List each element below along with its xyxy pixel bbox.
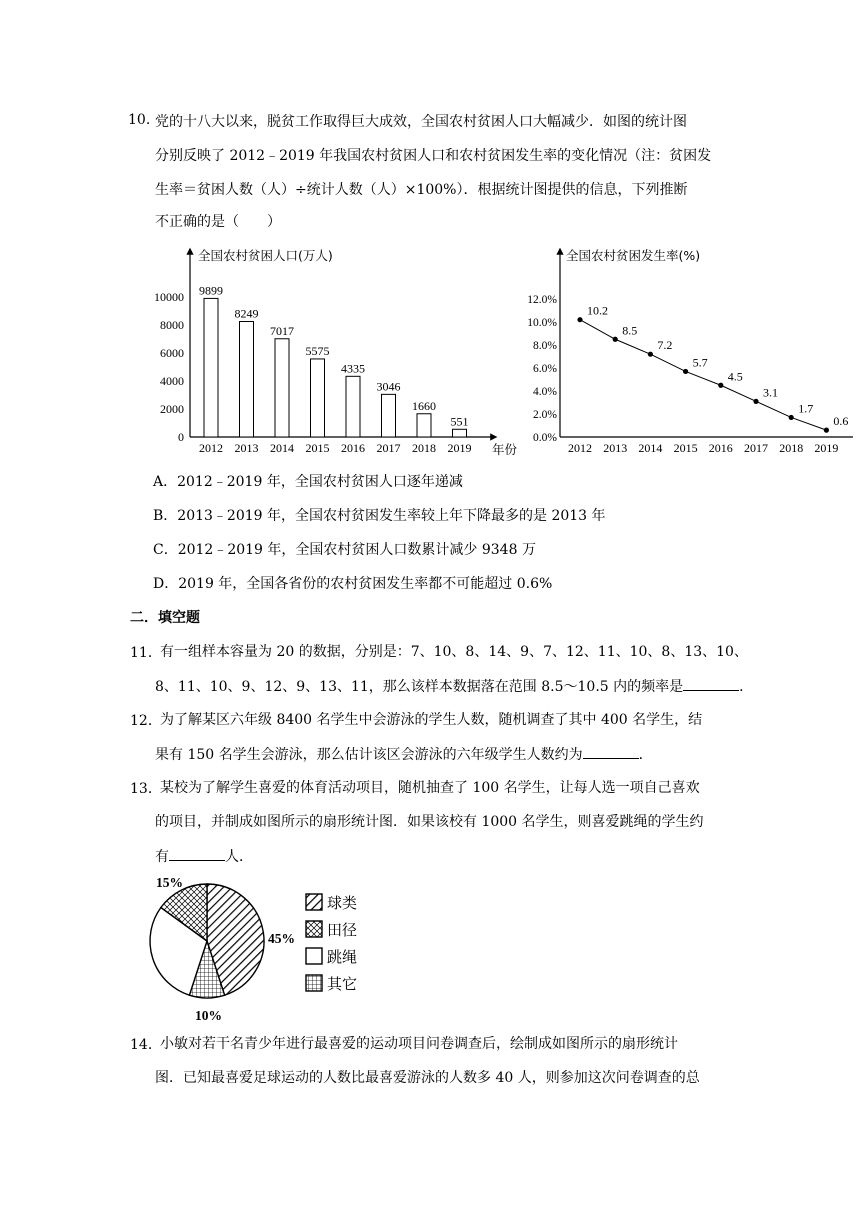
data-label: 10.2 — [587, 303, 608, 318]
bar — [275, 339, 289, 437]
legend-swatch — [306, 948, 322, 964]
x-tick-label: 2018 — [779, 441, 804, 455]
y-tick-label: 6000 — [160, 346, 184, 360]
bar — [346, 376, 360, 437]
legend-label: 田径 — [327, 921, 358, 939]
chart-title: 全国农村贫困人口(万人) — [198, 248, 333, 263]
question-number: 13． — [130, 781, 162, 797]
x-tick-label: 2013 — [603, 441, 628, 455]
x-tick-label: 2015 — [673, 441, 698, 455]
bar — [453, 429, 467, 437]
y-tick-label: 10000 — [154, 290, 184, 304]
y-tick-label: 0.0% — [533, 432, 557, 444]
section-heading: 二．填空题 — [130, 610, 200, 626]
question-text-line: 的项目，并制成如图所示的扇形统计图．如果该校有 1000 名学生，则喜爱跳绳的学生约 — [155, 814, 704, 830]
data-label: 3.1 — [763, 385, 778, 400]
x-tick-label: 2015 — [305, 441, 330, 455]
y-tick-label: 4.0% — [533, 386, 557, 398]
bar-value-label: 9899 — [199, 283, 223, 298]
question-number: 14． — [130, 1037, 162, 1053]
y-tick-label: 10.0% — [527, 317, 557, 329]
bar-value-label: 8249 — [234, 306, 259, 321]
y-tick-label: 4000 — [160, 374, 184, 388]
data-label: 1.7 — [798, 401, 814, 416]
answer-blank — [683, 676, 739, 691]
answer-blank — [583, 744, 639, 759]
question-text-line: 图．已知最喜爱足球运动的人数比最喜爱游泳的人数多 40 人，则参加这次问卷调查的总 — [155, 1070, 700, 1086]
question-number: 11． — [130, 645, 162, 661]
y-tick-label: 2000 — [160, 402, 184, 416]
data-point — [789, 415, 794, 420]
option-b: B．2013﹣2019 年，全国农村贫困发生率较上年下降最多的是 2013 年 — [153, 508, 606, 524]
question-text-line: 生率＝贫困人数（人）÷统计人数（人）×100%）．根据统计图提供的信息，下列推断 — [155, 182, 688, 198]
data-point — [718, 383, 723, 388]
data-point — [824, 428, 829, 433]
x-tick-label: 2019 — [447, 441, 472, 455]
data-label: 8.5 — [622, 323, 638, 338]
bar-value-label: 5575 — [305, 343, 330, 358]
y-tick-label: 0 — [178, 430, 184, 444]
option-a: A．2012﹣2019 年，全国农村贫困人口逐年递减 — [153, 474, 463, 490]
question-text-line: 不正确的是（ ） — [155, 214, 281, 230]
bar — [311, 359, 325, 437]
x-tick-label: 2019 — [814, 441, 839, 455]
poverty-rate-line-chart — [518, 240, 858, 465]
legend-label: 跳绳 — [327, 948, 358, 966]
legend-swatch — [306, 975, 322, 991]
bar-value-label: 4335 — [341, 361, 365, 376]
legend-label: 球类 — [327, 894, 358, 912]
question-text-line: 8、11、10、9、12、9、13、11，那么该样本数据落在范围 8.5～10.5 内的频率是 ． — [155, 676, 753, 697]
x-tick-label: 2014 — [638, 441, 663, 455]
question-text-line: 有一组样本容量为 20 的数据，分别是：7、10、8、14、9、7、12、11、10、8、13、10、 — [160, 644, 748, 660]
data-label: 4.5 — [727, 369, 743, 384]
data-point — [577, 317, 582, 322]
question-text-line: 小敏对若干名青少年进行最喜爱的运动项目问卷调查后，绘制成如图所示的扇形统计 — [160, 1036, 678, 1052]
legend-label: 其它 — [327, 975, 358, 993]
slice-percent-label: 15% — [156, 875, 183, 890]
data-label: 7.2 — [657, 338, 673, 353]
x-tick-label: 2014 — [270, 441, 294, 455]
poverty-population-bar-chart — [140, 240, 530, 465]
legend-swatch — [306, 894, 322, 910]
legend-swatch — [306, 921, 322, 937]
answer-blank — [169, 846, 225, 861]
data-point — [683, 369, 688, 374]
bar-value-label: 7017 — [270, 323, 294, 338]
x-tick-label: 2013 — [234, 441, 259, 455]
data-point — [648, 352, 653, 357]
x-tick-label: 2017 — [376, 441, 401, 455]
y-tick-label: 2.0% — [533, 409, 557, 421]
data-point — [753, 399, 758, 404]
slice-percent-label: 45% — [268, 931, 295, 946]
x-tick-label: 2016 — [708, 441, 733, 455]
option-c: C．2012﹣2019 年，全国农村贫困人口数累计减少 9348 万 — [153, 542, 536, 558]
question-text-line: 有 人． — [155, 846, 253, 867]
chart-title: 全国农村贫困发生率(%) — [566, 248, 701, 263]
x-tick-label: 2018 — [412, 441, 436, 455]
x-tick-label: 2016 — [341, 441, 365, 455]
question-number: 10. — [128, 112, 151, 128]
series-line — [580, 320, 826, 430]
bar — [382, 394, 396, 437]
y-tick-label: 6.0% — [533, 363, 557, 375]
y-tick-label: 8.0% — [533, 340, 557, 352]
y-tick-label: 12.0% — [527, 294, 557, 306]
question-text-line: 党的十八大以来，脱贫工作取得巨大成效，全国农村贫困人口大幅减少．如图的统计图 — [155, 114, 687, 130]
question-text-line: 分别反映了 2012﹣2019 年我国农村贫困人口和农村贫困发生率的变化情况（注：贫困发 — [155, 148, 712, 164]
bar-value-label: 3046 — [376, 379, 401, 394]
question-text-line: 果有 150 名学生会游泳，那么估计该区会游泳的六年级学生人数约为 ． — [155, 744, 653, 765]
data-label: 0.6 — [833, 414, 849, 429]
x-tick-label: 2012 — [568, 441, 592, 455]
bar — [240, 322, 254, 437]
data-point — [613, 337, 618, 342]
bar — [204, 298, 218, 437]
question-number: 12． — [130, 713, 162, 729]
bar — [417, 414, 431, 437]
bar-value-label: 1660 — [412, 398, 436, 413]
y-tick-label: 8000 — [160, 318, 184, 332]
data-label: 5.7 — [692, 355, 708, 370]
bar-value-label: 551 — [450, 414, 469, 429]
x-tick-label: 2017 — [744, 441, 768, 455]
slice-percent-label: 10% — [195, 1008, 222, 1023]
question-text-line: 某校为了解学生喜爱的体育活动项目，随机抽查了 100 名学生，让每人选一项自己喜欢 — [160, 780, 700, 796]
sports-pie-chart — [140, 868, 380, 1028]
x-tick-label: 2012 — [199, 441, 223, 455]
question-text-line: 为了解某区六年级 8400 名学生中会游泳的学生人数，随机调查了其中 400 名学生，结 — [160, 712, 703, 728]
x-axis-label: 年份 — [492, 442, 518, 457]
option-d: D．2019 年，全国各省份的农村贫困发生率都不可能超过 0.6% — [153, 576, 553, 592]
